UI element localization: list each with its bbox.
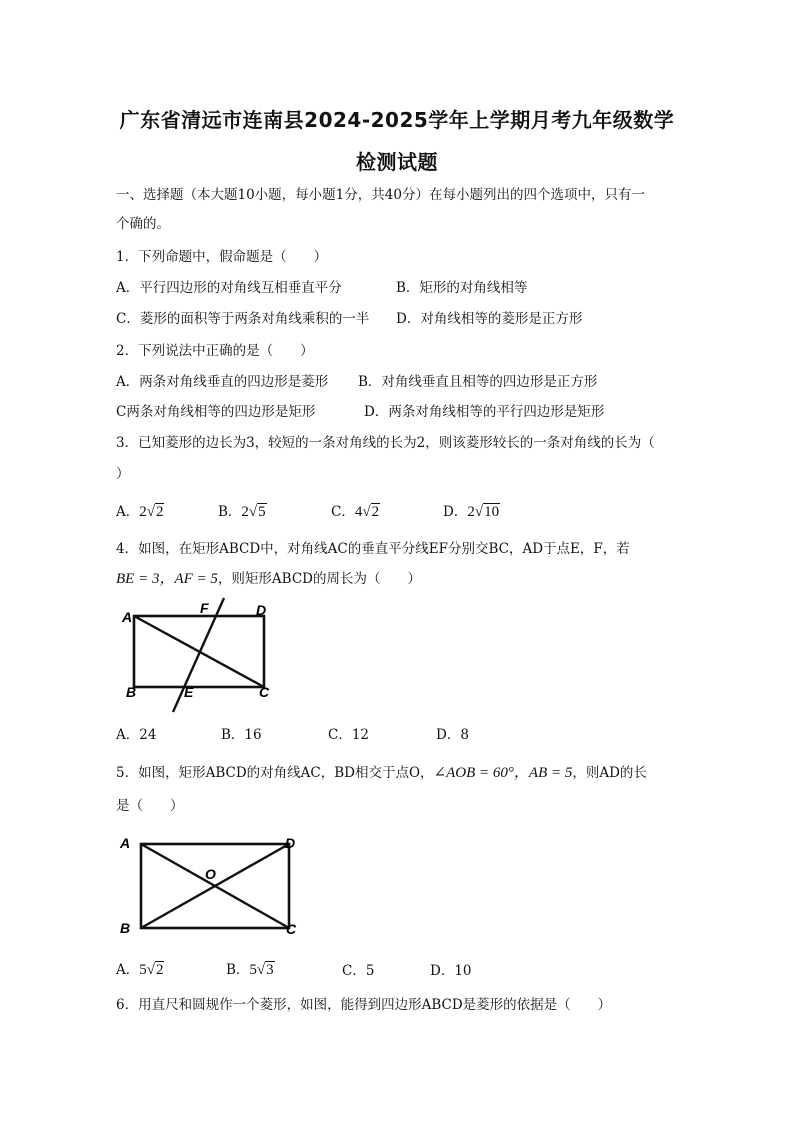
figure-label-c: C bbox=[259, 684, 270, 700]
section-heading-cont: 个确的。 bbox=[116, 216, 170, 232]
figure-label-d: D bbox=[256, 602, 267, 618]
page-title: 广东省清远市连南县2024-2025学年上学期月考九年级数学 bbox=[119, 108, 675, 132]
question-5-option-b: B．5√3 bbox=[226, 962, 274, 978]
question-4-stem: 4．如图，在矩形ABCD中，对角线AC的垂直平分线EF分别交BC，AD于点E，F，若 bbox=[116, 541, 630, 557]
question-2-option-b: B．对角线垂直且相等的四边形是正方形 bbox=[358, 374, 598, 390]
question-1-option-d: D．对角线相等的菱形是正方形 bbox=[396, 311, 583, 327]
question-3-option-b: B．2√5 bbox=[218, 504, 266, 520]
figure-label-b: B bbox=[126, 684, 137, 700]
question-3-option-d: D．2√10 bbox=[443, 504, 500, 520]
question-3-option-a: A．2√2 bbox=[116, 504, 164, 520]
figure-label-f: F bbox=[200, 600, 209, 616]
figure-label-o: O bbox=[205, 866, 216, 882]
question-5-option-a: A．5√2 bbox=[116, 962, 164, 978]
question-1-option-a: A．平行四边形的对角线互相垂直平分 bbox=[116, 280, 342, 296]
section-heading: 一、选择题（本大题10小题，每小题1分，共40分）在每小题列出的四个选项中，只有一 bbox=[116, 187, 645, 203]
page-subtitle: 检测试题 bbox=[356, 150, 438, 174]
question-4-option-a: A．24 bbox=[116, 727, 157, 743]
figure-label-d: D bbox=[285, 835, 296, 851]
question-2-option-d: D．两条对角线相等的平行四边形是矩形 bbox=[364, 404, 605, 420]
question-4-option-d: D．8 bbox=[436, 727, 469, 743]
question-4-condition: BE = 3，AF = 5 bbox=[116, 571, 218, 587]
question-5-stem: 5．如图，矩形ABCD的对角线AC，BD相交于点O，∠AOB = 60°，AB = 5，则AD的长 bbox=[116, 765, 647, 781]
figure-label-a: A bbox=[122, 609, 133, 625]
figure-label-c: C bbox=[286, 921, 297, 937]
question-5-figure bbox=[116, 830, 308, 942]
question-4-option-c: C．12 bbox=[328, 727, 370, 743]
question-2-stem: 2．下列说法中正确的是（ ） bbox=[116, 343, 314, 359]
question-1-stem: 1．下列命题中，假命题是（ ） bbox=[116, 249, 328, 265]
question-2-option-c: C两条对角线相等的四边形是矩形 bbox=[116, 404, 316, 420]
question-3-stem-cont: ） bbox=[116, 466, 130, 482]
question-1-option-c: C．菱形的面积等于两条对角线乘积的一半 bbox=[116, 311, 370, 327]
question-5-condition: ∠AOB = 60°，AB = 5 bbox=[433, 765, 573, 781]
question-6-stem: 6．用直尺和圆规作一个菱形，如图，能得到四边形ABCD是菱形的依据是（ ） bbox=[116, 997, 612, 1013]
question-4-option-b: B．16 bbox=[221, 727, 262, 743]
question-4-stem-cont: BE = 3，AF = 5，则矩形ABCD的周长为（ ） bbox=[116, 571, 421, 587]
question-1-option-b: B．矩形的对角线相等 bbox=[396, 280, 528, 296]
question-3-option-c: C．4√2 bbox=[331, 504, 380, 520]
question-5-option-c: C．5 bbox=[342, 963, 375, 979]
question-4-figure bbox=[118, 594, 290, 720]
question-3-stem: 3．已知菱形的边长为3，较短的一条对角线的长为2，则该菱形较长的一条对角线的长为（ bbox=[116, 435, 655, 451]
figure-label-a: A bbox=[120, 835, 131, 851]
figure-label-e: E bbox=[184, 684, 194, 700]
question-5-stem-cont: 是（ ） bbox=[116, 798, 184, 814]
question-5-option-d: D．10 bbox=[430, 963, 472, 979]
question-2-option-a: A．两条对角线垂直的四边形是菱形 bbox=[116, 374, 329, 390]
figure-label-b: B bbox=[120, 920, 131, 936]
